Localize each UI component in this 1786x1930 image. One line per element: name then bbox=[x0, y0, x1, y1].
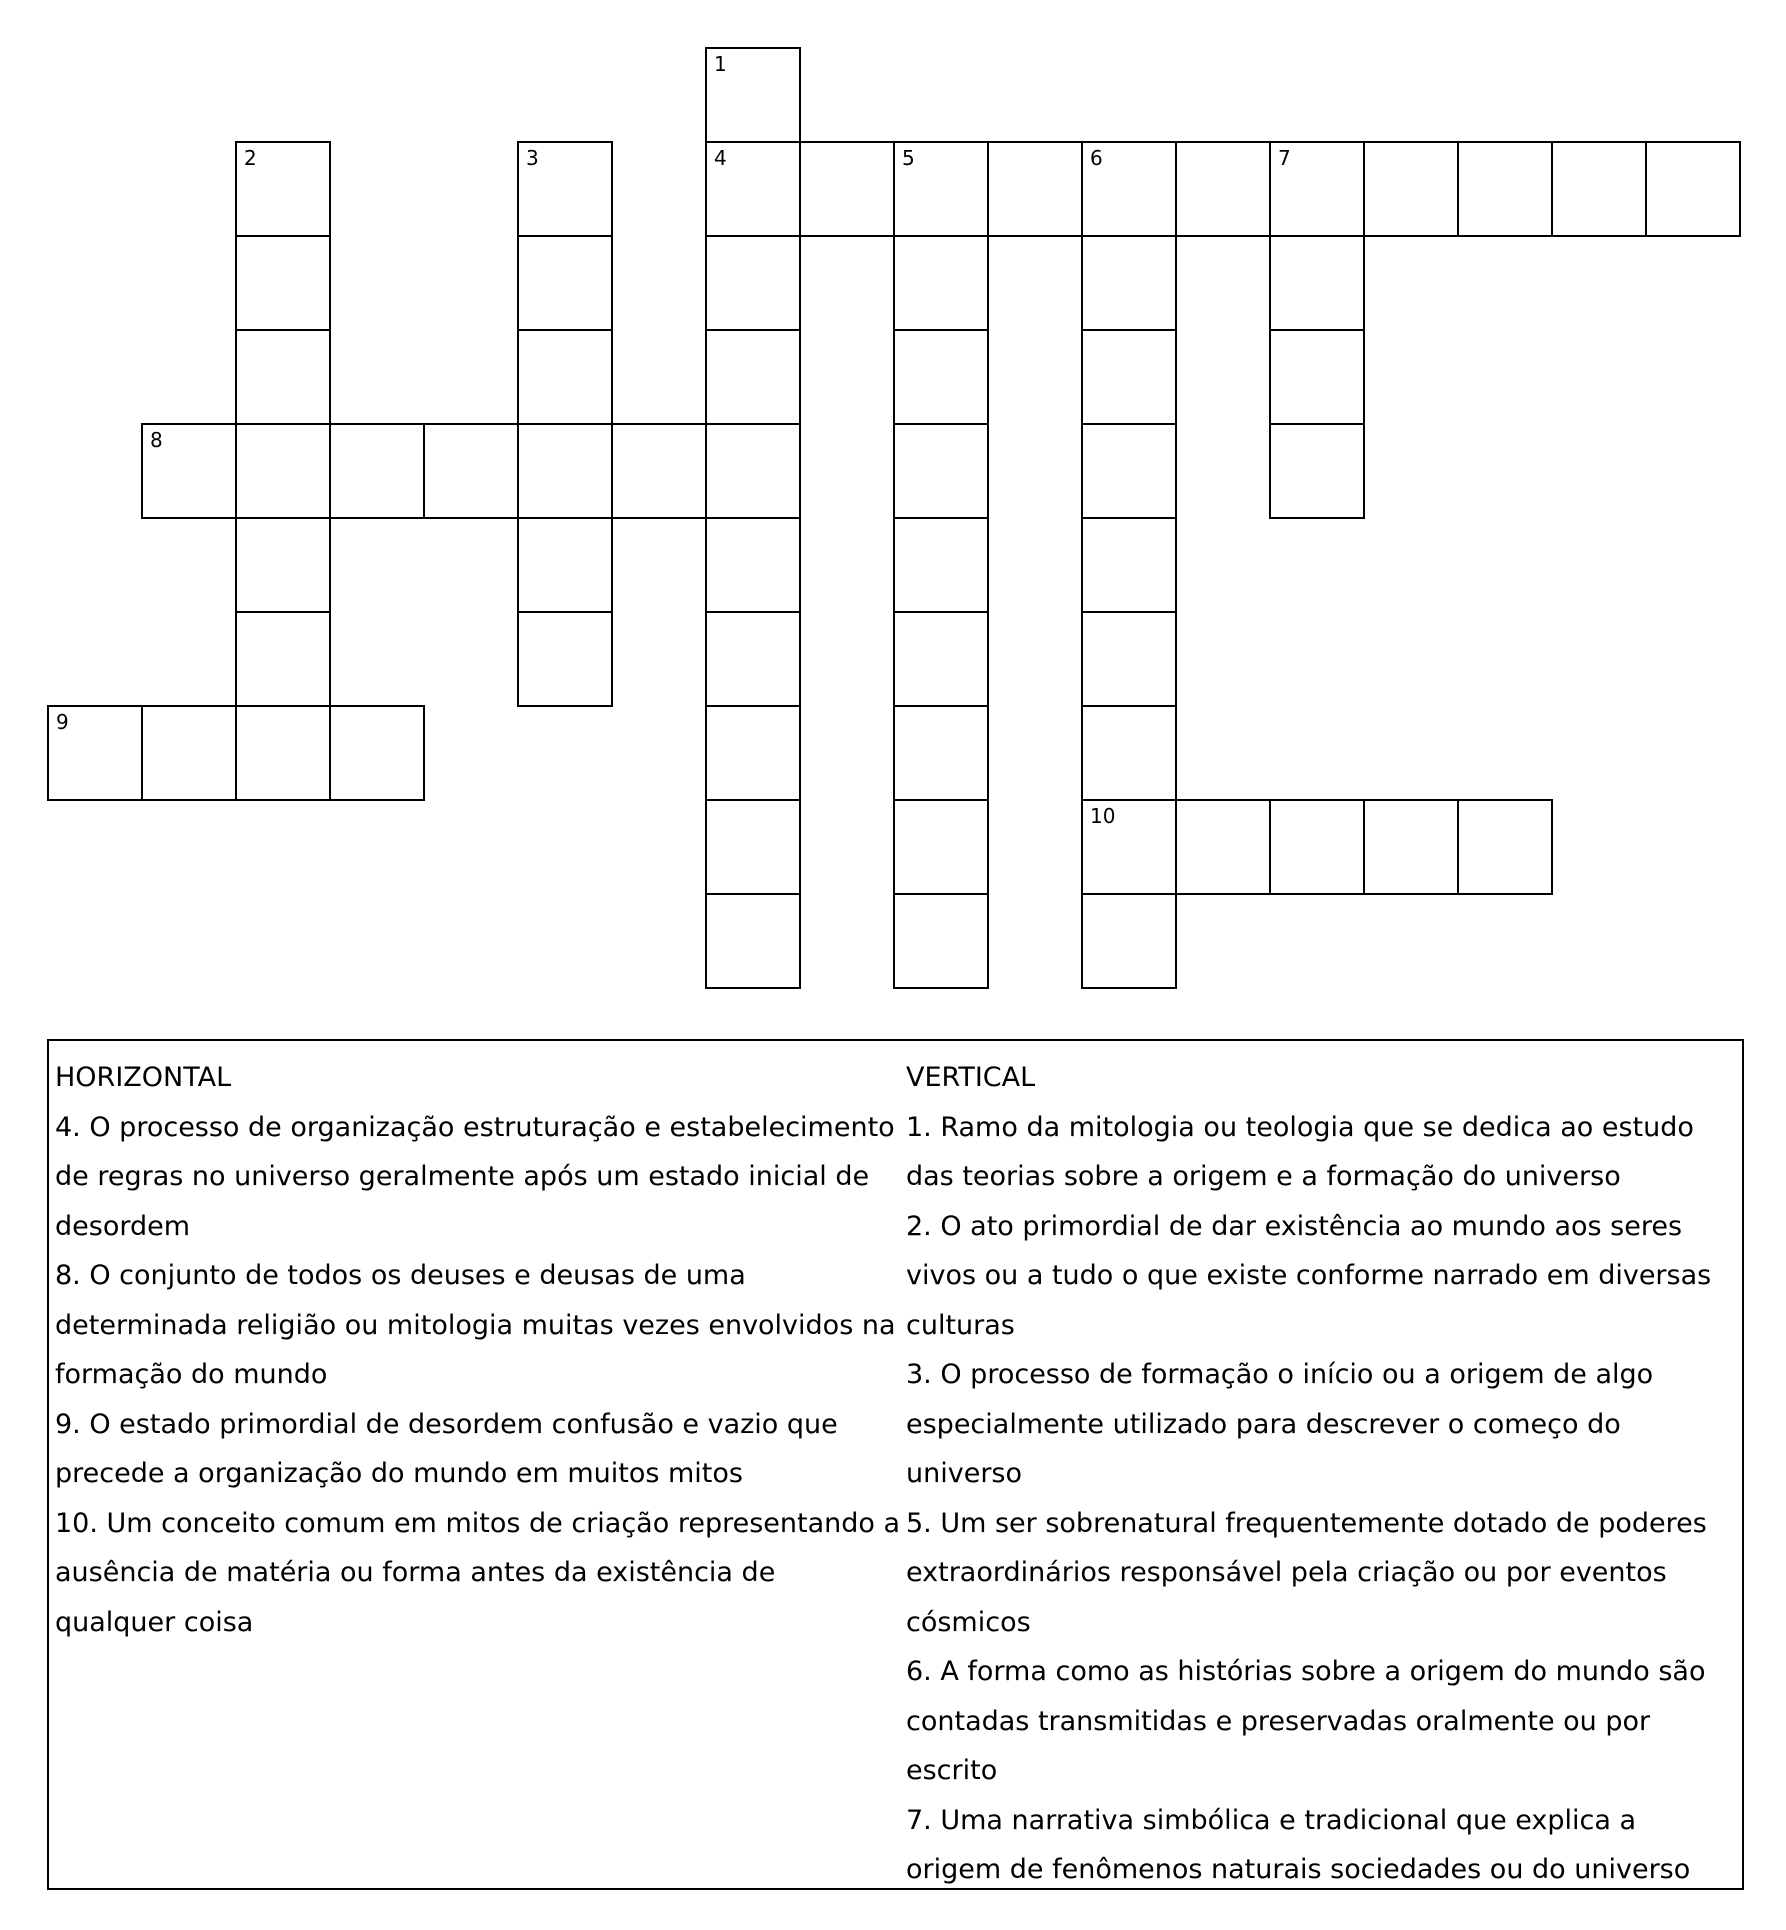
crossword-cell[interactable] bbox=[1175, 141, 1271, 237]
crossword-cell[interactable] bbox=[1269, 329, 1365, 425]
vertical-heading: VERTICAL bbox=[906, 1062, 1036, 1093]
clue-number: 10 bbox=[1090, 804, 1116, 828]
crossword-cell[interactable] bbox=[705, 235, 801, 331]
crossword-cell[interactable] bbox=[1175, 799, 1271, 895]
crossword-cell[interactable] bbox=[705, 423, 801, 519]
crossword-cell[interactable] bbox=[235, 141, 331, 237]
crossword-cell[interactable] bbox=[1081, 893, 1177, 989]
crossword-cell[interactable] bbox=[1081, 141, 1177, 237]
crossword-cell[interactable] bbox=[329, 705, 425, 801]
clue-vertical-3: 3. O processo de formação o início ou a origem de algo especialmente utilizado para descrever o começo do universo bbox=[906, 1359, 1654, 1489]
clue-horizontal-10: 10. Um conceito comum em mitos de criação representando a ausência de matéria ou forma antes da existência de qualquer coisa bbox=[55, 1507, 901, 1638]
crossword-cell[interactable] bbox=[705, 705, 801, 801]
clue-number: 2 bbox=[244, 146, 257, 170]
clue-number: 4 bbox=[714, 146, 727, 170]
crossword-cell[interactable] bbox=[893, 423, 989, 519]
crossword-cell[interactable] bbox=[141, 423, 237, 519]
clue-vertical-2: 2. O ato primordial de dar existência ao mundo aos seres vivos ou a tudo o que existe conforme narrado em diversas culturas bbox=[906, 1210, 1712, 1341]
crossword-cell[interactable] bbox=[705, 141, 801, 237]
crossword-cell[interactable] bbox=[893, 799, 989, 895]
clue-number: 1 bbox=[714, 52, 727, 76]
clue-horizontal-9: 9. O estado primordial de desordem confusão e vazio que precede a organização do mundo em muitos mitos bbox=[55, 1408, 838, 1489]
crossword-cell[interactable] bbox=[1363, 799, 1459, 895]
crossword-cell[interactable] bbox=[1363, 141, 1459, 237]
crossword-cell[interactable] bbox=[235, 705, 331, 801]
clue-vertical-1: 1. Ramo da mitologia ou teologia que se dedica ao estudo das teorias sobre a origem e a formação do universo bbox=[906, 1111, 1694, 1192]
clue-number: 9 bbox=[56, 710, 69, 734]
crossword-cell[interactable] bbox=[705, 893, 801, 989]
crossword-cell[interactable] bbox=[705, 329, 801, 425]
crossword-cell[interactable] bbox=[235, 611, 331, 707]
clue-number: 3 bbox=[526, 146, 539, 170]
clue-horizontal-4: 4. O processo de organização estruturação e estabelecimento de regras no universo geralmente após um estado inicial de desordem bbox=[55, 1111, 895, 1242]
clues-panel bbox=[47, 1039, 1744, 1890]
crossword-cell[interactable] bbox=[1081, 517, 1177, 613]
crossword-cell[interactable] bbox=[517, 423, 613, 519]
crossword-cell[interactable] bbox=[517, 235, 613, 331]
crossword-cell[interactable] bbox=[423, 423, 519, 519]
clue-vertical-5: 5. Um ser sobrenatural frequentemente dotado de poderes extraordinários responsável pela criação ou por eventos cósmicos bbox=[906, 1507, 1707, 1638]
crossword-cell[interactable] bbox=[47, 705, 143, 801]
crossword-cell[interactable] bbox=[329, 423, 425, 519]
crossword-cell[interactable] bbox=[893, 611, 989, 707]
crossword-cell[interactable] bbox=[893, 893, 989, 989]
clue-vertical-7: 7. Uma narrativa simbólica e tradicional que explica a origem de fenômenos naturais sociedades ou do universo bbox=[906, 1804, 1691, 1885]
crossword-cell[interactable] bbox=[1269, 235, 1365, 331]
crossword-cell[interactable] bbox=[1269, 141, 1365, 237]
crossword-cell[interactable] bbox=[1081, 423, 1177, 519]
crossword-cell[interactable] bbox=[1081, 799, 1177, 895]
crossword-cell[interactable] bbox=[893, 517, 989, 613]
crossword-cell[interactable] bbox=[987, 141, 1083, 237]
horizontal-clues bbox=[55, 1053, 900, 1647]
crossword-cell[interactable] bbox=[893, 235, 989, 331]
crossword-cell[interactable] bbox=[893, 329, 989, 425]
crossword-cell[interactable] bbox=[1081, 611, 1177, 707]
clue-number: 7 bbox=[1278, 146, 1291, 170]
crossword-cell[interactable] bbox=[517, 611, 613, 707]
crossword-cell[interactable] bbox=[517, 141, 613, 237]
crossword-cell[interactable] bbox=[1457, 799, 1553, 895]
crossword-cell[interactable] bbox=[1269, 423, 1365, 519]
crossword-cell[interactable] bbox=[235, 517, 331, 613]
crossword-cell[interactable] bbox=[705, 799, 801, 895]
crossword-cell[interactable] bbox=[1081, 705, 1177, 801]
crossword-cell[interactable] bbox=[1269, 799, 1365, 895]
vertical-clues bbox=[906, 1053, 1736, 1895]
crossword-cell[interactable] bbox=[235, 329, 331, 425]
clue-number: 6 bbox=[1090, 146, 1103, 170]
crossword-cell[interactable] bbox=[705, 47, 801, 143]
crossword-cell[interactable] bbox=[893, 141, 989, 237]
crossword-cell[interactable] bbox=[799, 141, 895, 237]
crossword-cell[interactable] bbox=[893, 705, 989, 801]
clue-vertical-6: 6. A forma como as histórias sobre a origem do mundo são contadas transmitidas e preservadas oralmente ou por escrito bbox=[906, 1656, 1706, 1786]
crossword-cell[interactable] bbox=[1457, 141, 1553, 237]
horizontal-heading: HORIZONTAL bbox=[55, 1062, 232, 1093]
crossword-cell[interactable] bbox=[1081, 329, 1177, 425]
crossword-cell[interactable] bbox=[235, 235, 331, 331]
crossword-cell[interactable] bbox=[1551, 141, 1647, 237]
crossword-cell[interactable] bbox=[517, 329, 613, 425]
clue-number: 5 bbox=[902, 146, 915, 170]
crossword-cell[interactable] bbox=[1081, 235, 1177, 331]
crossword-cell[interactable] bbox=[235, 423, 331, 519]
crossword-cell[interactable] bbox=[1645, 141, 1741, 237]
clue-horizontal-8: 8. O conjunto de todos os deuses e deusas de uma determinada religião ou mitologia muitas vezes envolvidos na formação do mundo bbox=[55, 1260, 896, 1390]
crossword-cell[interactable] bbox=[517, 517, 613, 613]
crossword-cell[interactable] bbox=[705, 517, 801, 613]
clue-number: 8 bbox=[150, 428, 163, 452]
crossword-cell[interactable] bbox=[141, 705, 237, 801]
crossword-cell[interactable] bbox=[705, 611, 801, 707]
crossword-cell[interactable] bbox=[611, 423, 707, 519]
